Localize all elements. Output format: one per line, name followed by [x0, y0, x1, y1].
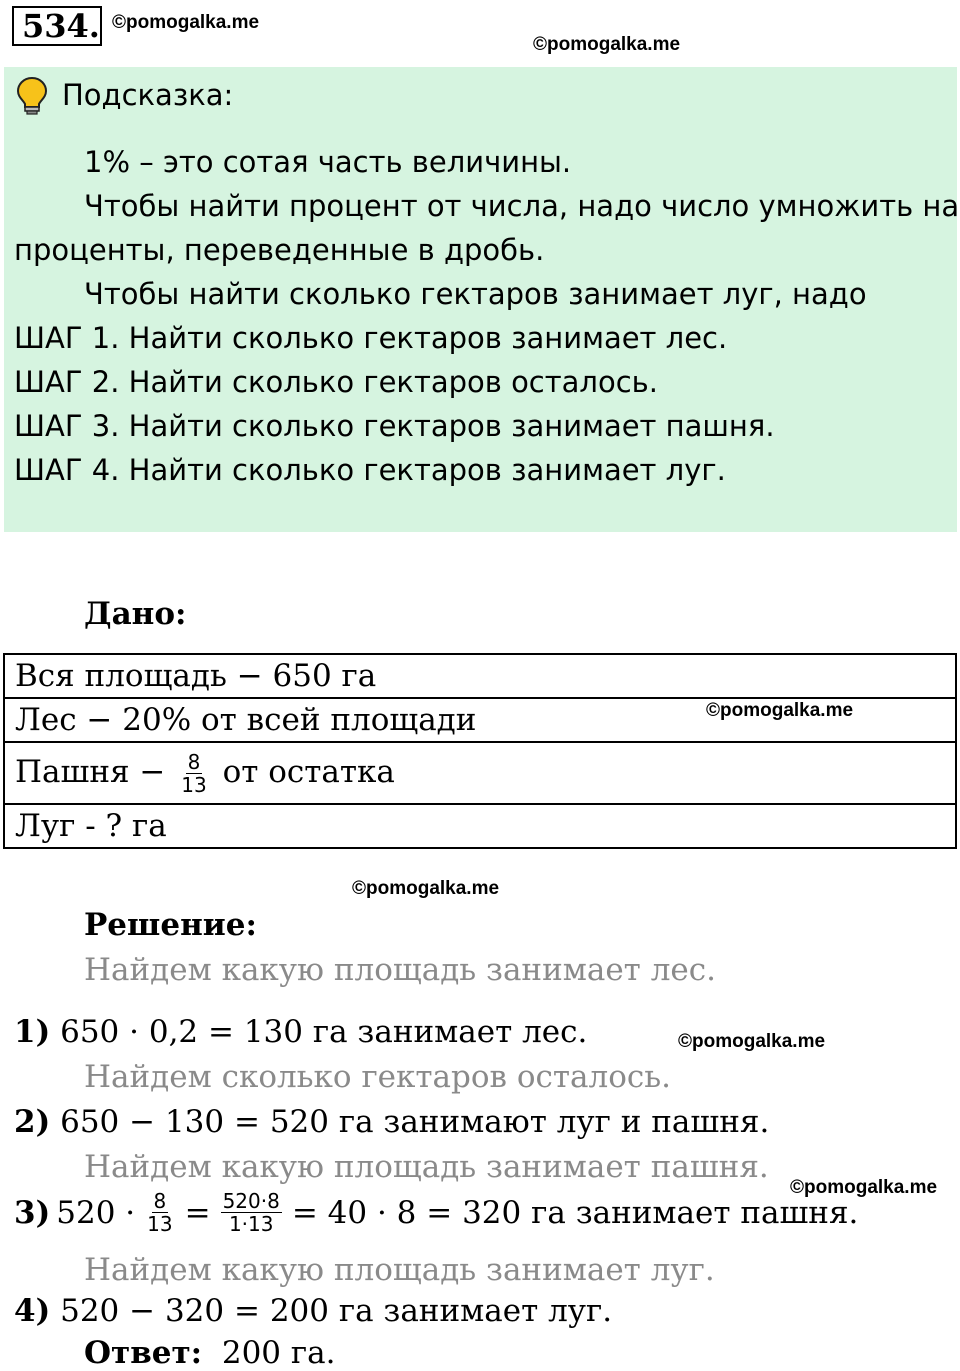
- given-row-text: от остатка: [222, 753, 395, 790]
- step-text: Найти сколько гектаров занимает пашня.: [128, 409, 775, 443]
- hint-step: [14, 453, 726, 487]
- answer-value: 200 га.: [221, 1335, 336, 1371]
- step-text: 520 ·: [56, 1194, 136, 1231]
- solution-step: [14, 1014, 587, 1050]
- step-label: ШАГ 3.: [14, 409, 120, 443]
- fraction-denominator: 13: [147, 1212, 173, 1236]
- step-label: ШАГ 1.: [14, 321, 120, 355]
- fraction-denominator: 1·13: [228, 1212, 274, 1236]
- given-title: Дано:: [84, 596, 187, 632]
- solution-step: [14, 1190, 858, 1235]
- fraction-denominator: 13: [181, 772, 207, 797]
- step-text: =: [184, 1194, 211, 1231]
- hint-step: [14, 365, 658, 399]
- watermark: ©pomogalka.me: [352, 878, 500, 899]
- step-text: Найти сколько гектаров занимает лес.: [128, 321, 728, 355]
- given-row: [4, 742, 956, 804]
- hint-line: Чтобы найти сколько гектаров занимает луг, надо: [84, 277, 867, 311]
- step-number: 3): [14, 1194, 51, 1231]
- watermark: ©pomogalka.me: [678, 1031, 826, 1052]
- watermark: ©pomogalka.me: [790, 1177, 938, 1198]
- lightbulb-icon: [15, 76, 49, 116]
- given-row: Вся площадь − 650 га: [4, 654, 956, 698]
- watermark: ©pomogalka.me: [706, 700, 854, 721]
- solution-title: Решение:: [84, 907, 257, 943]
- step-number: 4): [14, 1293, 51, 1329]
- step-number: 2): [14, 1104, 51, 1140]
- fraction-numerator: 8: [187, 749, 201, 774]
- step-text: 650 − 130 = 520 га занимают луг и пашня.: [60, 1104, 770, 1140]
- fraction-numerator: 8: [153, 1189, 167, 1213]
- hint-line: 1% – это сотая часть величины.: [84, 145, 572, 179]
- watermark: ©pomogalka.me: [533, 34, 681, 55]
- step-number: 1): [14, 1014, 51, 1050]
- solution-note: Найдем сколько гектаров осталось.: [84, 1059, 671, 1095]
- answer: [84, 1335, 335, 1371]
- watermark: ©pomogalka.me: [112, 12, 260, 33]
- hint-step: [14, 409, 775, 443]
- hint-step: [14, 321, 727, 355]
- solution-note: Найдем какую площадь занимает пашня.: [84, 1149, 769, 1185]
- fraction-numerator: 520·8: [222, 1189, 280, 1213]
- fraction: [179, 751, 208, 796]
- step-label: ШАГ 4.: [14, 453, 120, 487]
- step-text: Найти сколько гектаров занимает луг.: [128, 453, 726, 487]
- step-text: 520 − 320 = 200 га занимает луг.: [60, 1293, 613, 1329]
- step-text: = 40 · 8 = 320 га занимает пашня.: [291, 1194, 859, 1231]
- solution-note: Найдем какую площадь занимает лес.: [84, 952, 716, 988]
- given-row-text: Пашня −: [15, 753, 166, 790]
- hint-title: Подсказка:: [62, 78, 234, 112]
- problem-number: 534.: [12, 6, 102, 46]
- step-text: Найти сколько гектаров осталось.: [128, 365, 658, 399]
- given-table: [3, 653, 957, 849]
- step-text: 650 · 0,2 = 130 га занимает лес.: [60, 1014, 588, 1050]
- solution-step: [14, 1293, 612, 1329]
- fraction: [145, 1190, 174, 1235]
- hint-line: проценты, переведенные в дробь.: [14, 233, 545, 267]
- answer-label: Ответ:: [84, 1335, 203, 1371]
- given-row: Луг - ? га: [4, 804, 956, 848]
- fraction: [221, 1190, 282, 1235]
- given-row: Лес − 20% от всей площади: [4, 698, 956, 742]
- solution-note: Найдем какую площадь занимает луг.: [84, 1252, 715, 1288]
- solution-step: [14, 1104, 769, 1140]
- hint-line: Чтобы найти процент от числа, надо число умножить на: [84, 189, 960, 223]
- step-label: ШАГ 2.: [14, 365, 120, 399]
